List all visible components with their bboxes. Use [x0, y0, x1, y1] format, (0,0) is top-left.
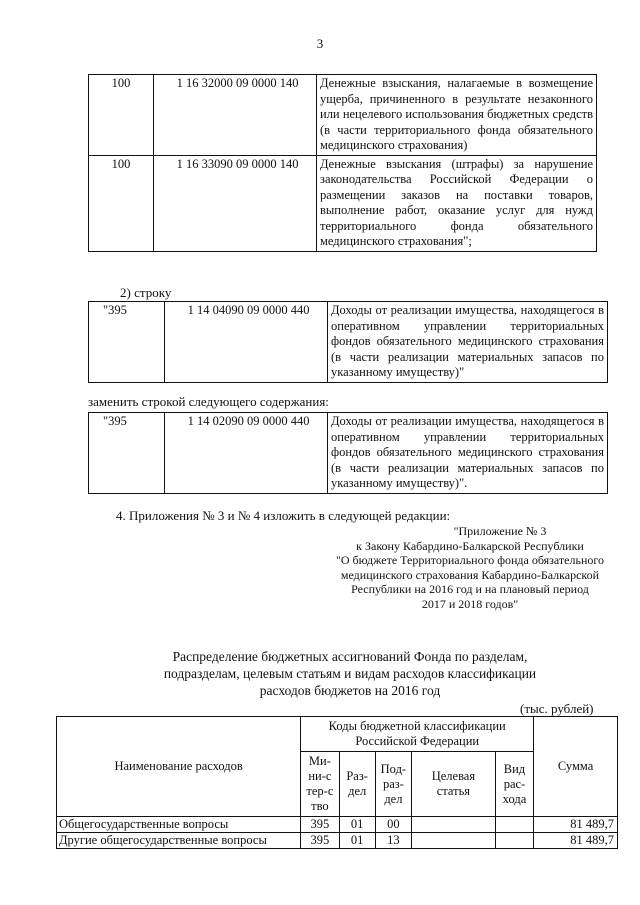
paragraph-4: 4. Приложения № 3 и № 4 изложить в следующей редакции: — [116, 508, 451, 523]
budget-code: 1 16 32000 09 0000 140 — [154, 75, 317, 156]
header-subsection: Под-раз-дел — [375, 752, 411, 817]
row-section: 01 — [339, 817, 375, 833]
admin-code: "395 — [89, 302, 165, 383]
budget-allocation-table — [56, 716, 618, 849]
new-row-table — [88, 412, 608, 494]
admin-code: 100 — [89, 155, 154, 251]
row-name: Другие общегосударственные вопросы — [57, 833, 301, 849]
revenue-name: Доходы от реализации имущества, находящегося в оперативном управлении территориальных фондов обязательного медицинского страхования (в части реализации материальных запасов по указанному имуществу)" — [328, 302, 608, 383]
header-name: Наименование расходов — [57, 717, 301, 817]
annex-line: медицинского страхования Кабардино-Балкарской — [340, 567, 600, 582]
paragraph-row-label: 2) строку — [120, 285, 172, 300]
row-ministry: 395 — [301, 817, 339, 833]
row-subsection: 13 — [375, 833, 411, 849]
annex-line: Республики на 2016 год и на плановый период — [351, 582, 589, 596]
row-name: Общегосударственные вопросы — [57, 817, 301, 833]
annex-line: "Приложение № 3 — [453, 524, 547, 538]
row-type — [495, 833, 533, 849]
row-target — [412, 833, 496, 849]
admin-code: 100 — [89, 75, 154, 156]
row-section: 01 — [339, 833, 375, 849]
table-row — [89, 155, 597, 251]
annex-line: к Закону Кабардино-Балкарской Республики — [356, 538, 584, 553]
budget-code: 1 16 33090 09 0000 140 — [154, 155, 317, 251]
paragraph-replace: заменить строкой следующего содержания: — [88, 394, 329, 409]
header-sum: Сумма — [534, 717, 618, 817]
table-row — [57, 833, 618, 849]
row-sum: 81 489,7 — [534, 817, 618, 833]
admin-code: "395 — [89, 413, 165, 494]
heading-line: Распределение бюджетных ассигнований Фонда по разделам, — [172, 649, 528, 664]
revenue-name: Денежные взыскания, налагаемые в возмещение ущерба, причиненного в результате незаконного или нецелевого использования бюджетных средств (в части территориального фонда обязательного медицинского страхования) — [317, 75, 597, 156]
revenue-name: Доходы от реализации имущества, находящегося в оперативном управлении территориальных фондов обязательного медицинского страхования (в части реализации материальных запасов по указанному имуществу)". — [328, 413, 608, 494]
units-label: (тыс. рублей) — [520, 701, 594, 716]
annex-line: "О бюджете Территориального фонда обязательного — [335, 553, 604, 567]
row-ministry: 395 — [301, 833, 339, 849]
annex-line: 2017 и 2018 годов" — [421, 596, 519, 611]
row-type — [495, 817, 533, 833]
heading-line: подразделам, целевым статьям и видам расходов классификации — [163, 666, 537, 681]
budget-heading — [60, 648, 640, 699]
table-row — [57, 817, 618, 833]
heading-line: расходов бюджетов на 2016 год — [259, 683, 441, 698]
old-row-table — [88, 301, 608, 383]
row-subsection: 00 — [375, 817, 411, 833]
revenue-codes-table — [88, 74, 597, 252]
revenue-name: Денежные взыскания (штрафы) за нарушение законодательства Российской Федерации о размещении заказов на поставки товаров, выполнение работ, оказание услуг для нужд территориального фонда обязательного медицинского страхования"; — [317, 155, 597, 251]
table-row — [89, 75, 597, 156]
header-target: Целевая статья — [412, 752, 496, 817]
row-sum: 81 489,7 — [534, 833, 618, 849]
header-ministry: Ми-ни-стер-ство — [301, 752, 339, 817]
budget-code: 1 14 02090 09 0000 440 — [165, 413, 328, 494]
header-section: Раз-дел — [339, 752, 375, 817]
table-row — [89, 413, 608, 494]
table-row — [89, 302, 608, 383]
budget-code: 1 14 04090 09 0000 440 — [165, 302, 328, 383]
header-codes-group: Коды бюджетной классификации Российской Федерации — [301, 717, 534, 752]
header-type: Вид рас-хода — [495, 752, 533, 817]
annex-header — [300, 524, 640, 611]
row-target — [412, 817, 496, 833]
page-number: 3 — [316, 36, 324, 51]
